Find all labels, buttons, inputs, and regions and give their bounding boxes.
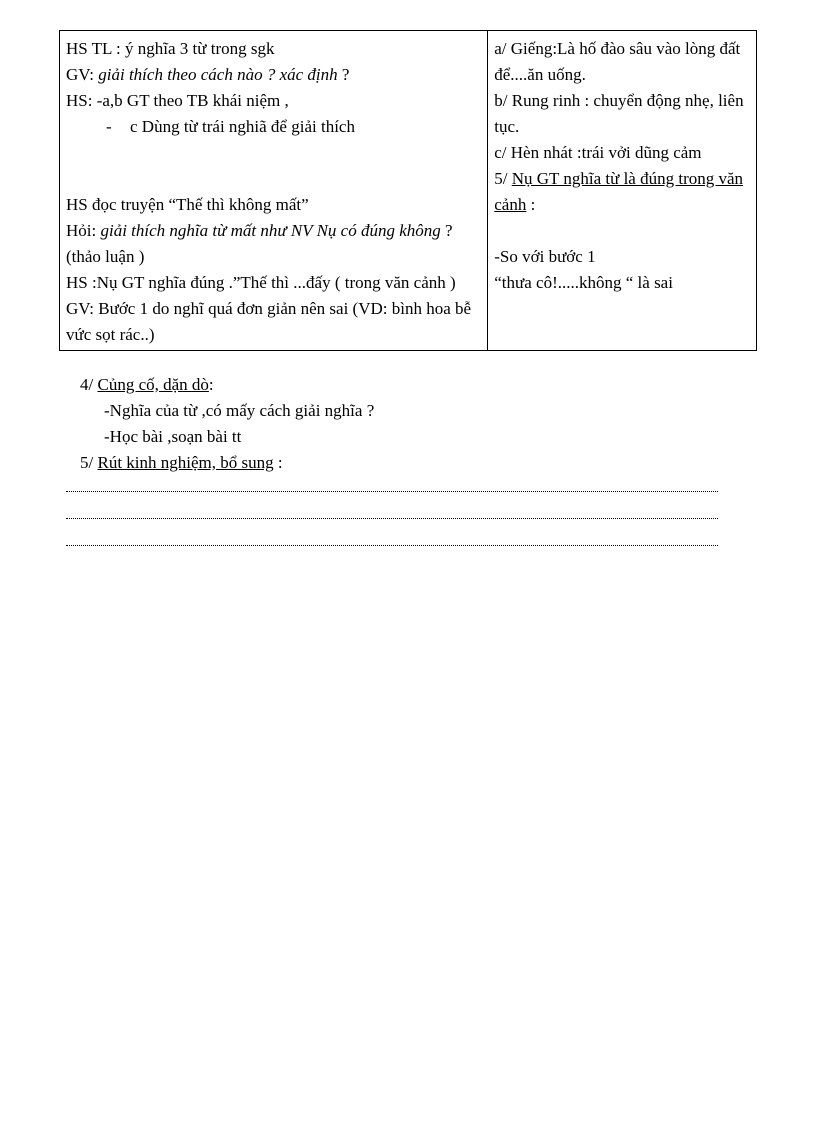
gv-question: giải thích theo cách nào ? xác định [98, 65, 338, 84]
section5-colon: : [273, 453, 283, 472]
hs-read-line: HS đọc truyện “Thế thì không mất” [66, 195, 309, 214]
note-b: b/ Rung rinh : chuyển động nhẹ, liên tục. [494, 91, 744, 136]
note-five-heading: Nụ GT nghĩa từ là đúng trong văn cảnh [494, 169, 744, 214]
hoi-question: giải thích nghĩa từ mất như NV Nụ có đúng không [100, 221, 441, 240]
lesson-table [59, 30, 757, 351]
section4-heading-line [80, 372, 374, 398]
note-step1: -So với bước 1 [494, 247, 596, 266]
section4-heading: Củng cố, dặn dò [97, 375, 209, 394]
hs-answer-paragraph: HS :Nụ GT nghĩa đúng .”Thế thì ...đấy ( trong văn cảnh ) [66, 273, 456, 292]
note-c: c/ Hèn nhát :trái vởi dũng cảm [494, 143, 702, 162]
hs-c-line [66, 114, 481, 140]
note-thua: “thưa cô!.....không “ là sai [494, 273, 673, 292]
note-five-colon: : [526, 195, 536, 214]
section5-heading-line [80, 450, 374, 476]
teacher-student-activity-cell [60, 31, 488, 351]
blank-space [66, 140, 481, 192]
section4-item: -Nghĩa của từ ,có mấy cách giải nghĩa ? [104, 401, 375, 420]
hs-ab-line: HS: -a,b GT theo TB khái niệm , [66, 91, 289, 110]
section4-colon: : [208, 375, 214, 394]
dotted-fill-line [66, 491, 718, 492]
hs-tl-line: HS TL : ý nghĩa 3 từ trong sgk [66, 39, 275, 58]
gv-label: GV: [66, 65, 99, 84]
note-a: a/ Giếng:Là hố đào sâu vào lòng đất để....ăn uống. [494, 39, 741, 84]
section5-num: 5/ [80, 453, 98, 472]
hoi-label: Hỏi: [66, 221, 101, 240]
hoi-tail: ? (thảo luận ) [66, 221, 453, 266]
list-dash: - [106, 117, 112, 136]
gv-qmark: ? [337, 65, 350, 84]
section4-item: -Học bài ,soạn bài tt [104, 427, 242, 446]
section5-heading: Rút kinh nghiệm, bổ sung [97, 453, 274, 472]
dotted-fill-line [66, 545, 718, 546]
after-table-section [80, 372, 374, 476]
hoi-paragraph [66, 218, 481, 270]
section4-num: 4/ [80, 375, 98, 394]
blank-space [494, 218, 750, 244]
note-five-num: 5/ [494, 169, 512, 188]
dotted-fill-line [66, 518, 718, 519]
gv-step-paragraph: GV: Bước 1 do nghĩ quá đơn giản nên sai (VD: bình hoa bễ vức sọt rác..) [66, 299, 472, 344]
gv-question-line [66, 62, 481, 88]
lesson-table-row [60, 31, 757, 351]
content-notes-cell [488, 31, 757, 351]
note-five [494, 166, 750, 218]
hs-c-text: c Dùng từ trái nghiã để giải thích [130, 117, 355, 136]
